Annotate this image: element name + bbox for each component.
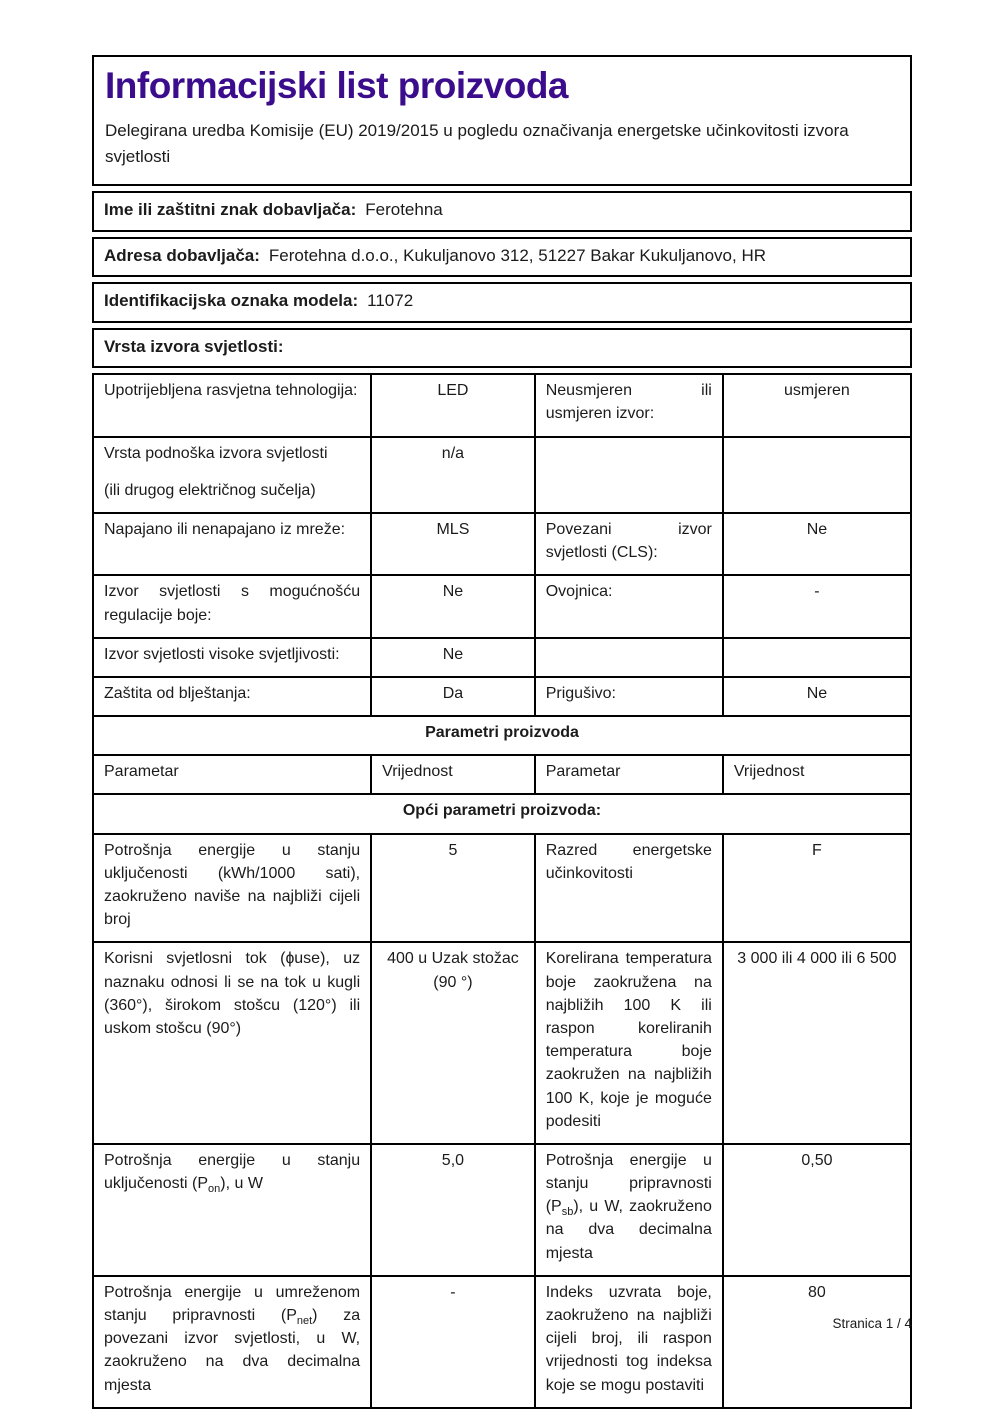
row-colour-tunable (93, 575, 911, 637)
model-id-value: 11072 (367, 291, 414, 311)
column-header: Parametar (93, 755, 371, 794)
value-cell: LED (371, 374, 535, 436)
document-content (92, 55, 912, 1409)
value-cell: F (723, 834, 911, 943)
param-cell: Potrošnja energije u stanju uključenosti $(P_{on})$, u W (93, 1144, 371, 1276)
page-subtitle: Delegirana uredba Komisije (EU) 2019/2015 u pogledu označivanja energetske učinkovitosti izvora svjetlosti (105, 120, 849, 166)
supplier-address-row (92, 237, 912, 278)
param-cell: Ovojnica: (535, 575, 723, 637)
param-cell: Korelirana temperatura boje zaokružena na najbližih 100 K ili raspon koreliranih temperatura boje zaokružen na najbližih 100 K, koje je moguće podesiti (535, 942, 723, 1144)
value-cell: 3 000 ili 4 000 ili 6 500 (723, 942, 911, 1144)
supplier-name-value: Ferotehna (365, 200, 443, 220)
general-parameters-header: Opći parametri proizvoda: (93, 794, 911, 833)
column-header: Vrijednost (723, 755, 911, 794)
value-cell: Ne (371, 575, 535, 637)
row-section-general-parameters (93, 794, 911, 833)
value-cell: - (371, 1276, 535, 1408)
value-cell: 5 (371, 834, 535, 943)
row-on-mode-energy (93, 834, 911, 943)
column-header: Parametar (535, 755, 723, 794)
value-cell: Da (371, 677, 535, 716)
cap-type-line1: Vrsta podnoška izvora svjetlosti (104, 444, 328, 462)
value-cell: 5,0 (371, 1144, 535, 1276)
supplier-address-label: Adresa dobavljača: (104, 245, 260, 265)
param-cell: Izvor svjetlosti visoke svjetljivosti: (93, 638, 371, 677)
row-glare-protection (93, 677, 911, 716)
value-cell: Ne (723, 513, 911, 575)
row-useful-luminous-flux (93, 942, 911, 1144)
value-cell: 0,50 (723, 1144, 911, 1276)
row-column-headers (93, 755, 911, 794)
model-id-row (92, 282, 912, 323)
param-cell: Potrošnja energije u stanju pripravnosti $(P_{sb})$, u W, zaokruženo na dva decimalna mjesta (535, 1144, 723, 1276)
column-header: Vrijednost (371, 755, 535, 794)
title-box (92, 55, 912, 186)
param-cell: Razred energetske učinkovitosti (535, 834, 723, 943)
param-cell: Zaštita od blještanja: (93, 677, 371, 716)
row-mains-powered (93, 513, 911, 575)
param-cell: Potrošnja energije u stanju uključenosti (kWh/1000 sati), zaokruženo naviše na najbliži cijeli broj (93, 834, 371, 943)
cap-type-line2: (ili drugog električnog sučelja) (104, 481, 316, 499)
value-cell: MLS (371, 513, 535, 575)
param-cell (535, 638, 723, 677)
value-cell (723, 437, 911, 513)
row-on-mode-power (93, 1144, 911, 1276)
page-number: Stranica 1 / 4 (832, 1316, 912, 1331)
row-lighting-technology (93, 374, 911, 436)
value-cell: Ne (371, 638, 535, 677)
row-high-luminance (93, 638, 911, 677)
supplier-name-label: Ime ili zaštitni znak dobavljača: (104, 200, 357, 220)
value-cell: usmjeren (723, 374, 911, 436)
value-cell (723, 638, 911, 677)
row-networked-standby-power (93, 1276, 911, 1408)
light-source-type-heading (92, 328, 912, 369)
value-cell: n/a (371, 437, 535, 513)
supplier-address-value: Ferotehna d.o.o., Kukuljanovo 312, 51227 Bakar Kukuljanovo, HR (268, 245, 767, 265)
row-section-product-parameters (93, 716, 911, 755)
param-cell: Potrošnja energije u umreženom stanju pripravnosti $(P_{net})$ za povezani izvor svjetlosti, u W, zaokruženo na dva decimalna mjesta (93, 1276, 371, 1408)
model-id-label: Identifikacijska oznaka modela: (104, 291, 359, 311)
param-cell (535, 437, 723, 513)
param-cell: Neusmjeren ili usmjeren izvor: (535, 374, 723, 436)
param-cell: Korisni svjetlosni tok (ɸuse), uz naznaku odnosi li se na tok u kugli (360°), širokom stošcu (120°) ili uskom stošcu (90°) (93, 942, 371, 1144)
product-parameters-header: Parametri proizvoda (93, 716, 911, 755)
param-cell: Povezani izvor svjetlosti (CLS): (535, 513, 723, 575)
param-cell: Indeks uzvrata boje, zaokruženo na najbliži cijeli broj, ili raspon vrijednosti tog indeksa koje se mogu postaviti (535, 1276, 723, 1408)
param-cell: Izvor svjetlosti s mogućnošću regulacije boje: (93, 575, 371, 637)
param-cell: Napajano ili nenapajano iz mreže: (93, 513, 371, 575)
page-title: Informacijski list proizvoda (105, 65, 569, 106)
value-cell: - (723, 575, 911, 637)
param-cell (93, 437, 371, 513)
value-cell: Ne (723, 677, 911, 716)
value-cell: 400 u Uzak stožac (90 °) (371, 942, 535, 1144)
supplier-name-row (92, 191, 912, 232)
row-cap-type (93, 437, 911, 513)
param-cell: Prigušivo: (535, 677, 723, 716)
parameters-table (92, 373, 912, 1409)
light-source-type-label: Vrsta izvora svjetlosti: (104, 336, 284, 356)
value-cell: 80 (723, 1276, 911, 1408)
param-cell: Upotrijebljena rasvjetna tehnologija: (93, 374, 371, 436)
